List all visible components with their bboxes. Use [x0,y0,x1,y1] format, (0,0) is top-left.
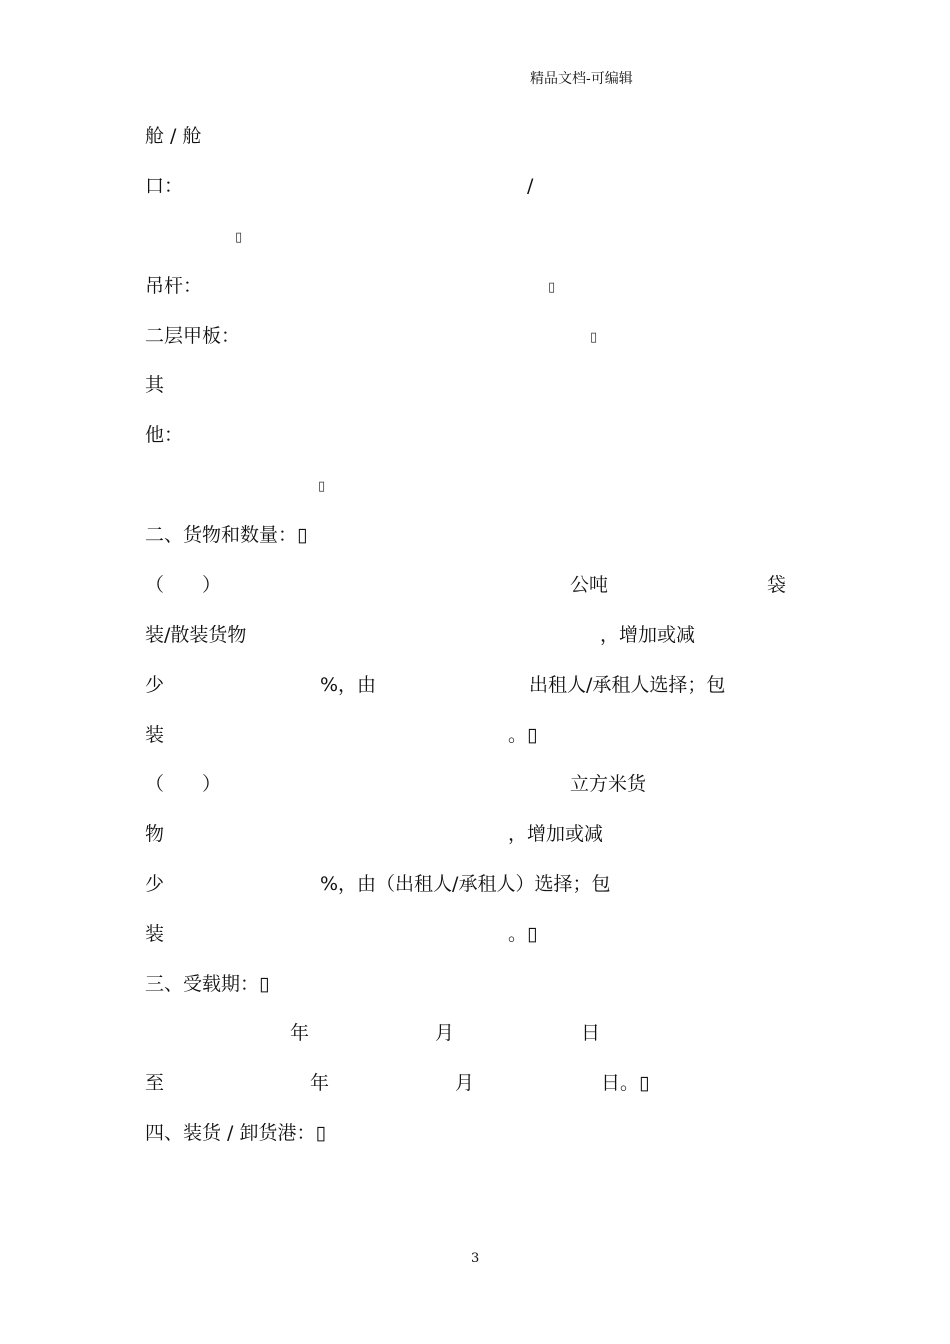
placeholder-mark: ▯ [548,280,556,295]
year-label: 年 [290,1022,310,1044]
other-label-cont: 他： [145,424,184,446]
cargo-type-text: 装/散装货物 [145,624,247,646]
cubic-meter-text: 立方米货 [570,773,647,795]
placeholder-mark: ▯ [318,479,326,494]
section-4-heading: 四、装货 / 卸货港：▯ [145,1122,326,1144]
percent-choice-text: %，由（出租人/承租人）选择；包 [320,873,611,895]
section-3-heading: 三、受载期：▯ [145,973,270,995]
month-label: 月 [455,1072,475,1094]
month-label: 月 [435,1022,455,1044]
to-label: 至 [145,1072,165,1094]
tween-deck-label: 二层甲板： [145,325,241,347]
hatch-slash: / [527,175,534,197]
placeholder-mark: ▯ [590,330,598,345]
hatch-label: 舱 / 舱 [145,125,202,147]
page-header: 精品文档-可编辑 [530,71,633,87]
percent-text: %，由 [320,674,377,696]
section-2-heading: 二、货物和数量：▯ [145,524,308,546]
bag-label: 袋 [767,574,787,596]
placeholder-mark: ▯ [235,230,243,245]
increase-decrease-text: ，增加或减 [600,624,696,646]
other-label: 其 [145,374,165,396]
packing-label: 装 [145,923,165,945]
decrease-text: 少 [145,873,165,895]
derrick-label: 吊杆： [145,275,203,297]
year-label: 年 [310,1072,330,1094]
day-label: 日。▯ [601,1072,650,1094]
increase-decrease-text: ，增加或减 [508,823,604,845]
option-bracket: （ ） [145,574,222,596]
decrease-text: 少 [145,674,165,696]
line-end: 。▯ [508,724,538,746]
page-number: 3 [471,1251,480,1266]
tonnage-unit: 公吨 [570,574,609,596]
cargo-text: 物 [145,823,165,845]
option-bracket: （ ） [145,773,222,795]
packing-label: 装 [145,724,165,746]
day-label: 日 [581,1022,601,1044]
line-end: 。▯ [508,923,538,945]
option-choice-text: 出租人/承租人选择；包 [529,674,726,696]
hatch-label-cont: 口： [145,175,184,197]
